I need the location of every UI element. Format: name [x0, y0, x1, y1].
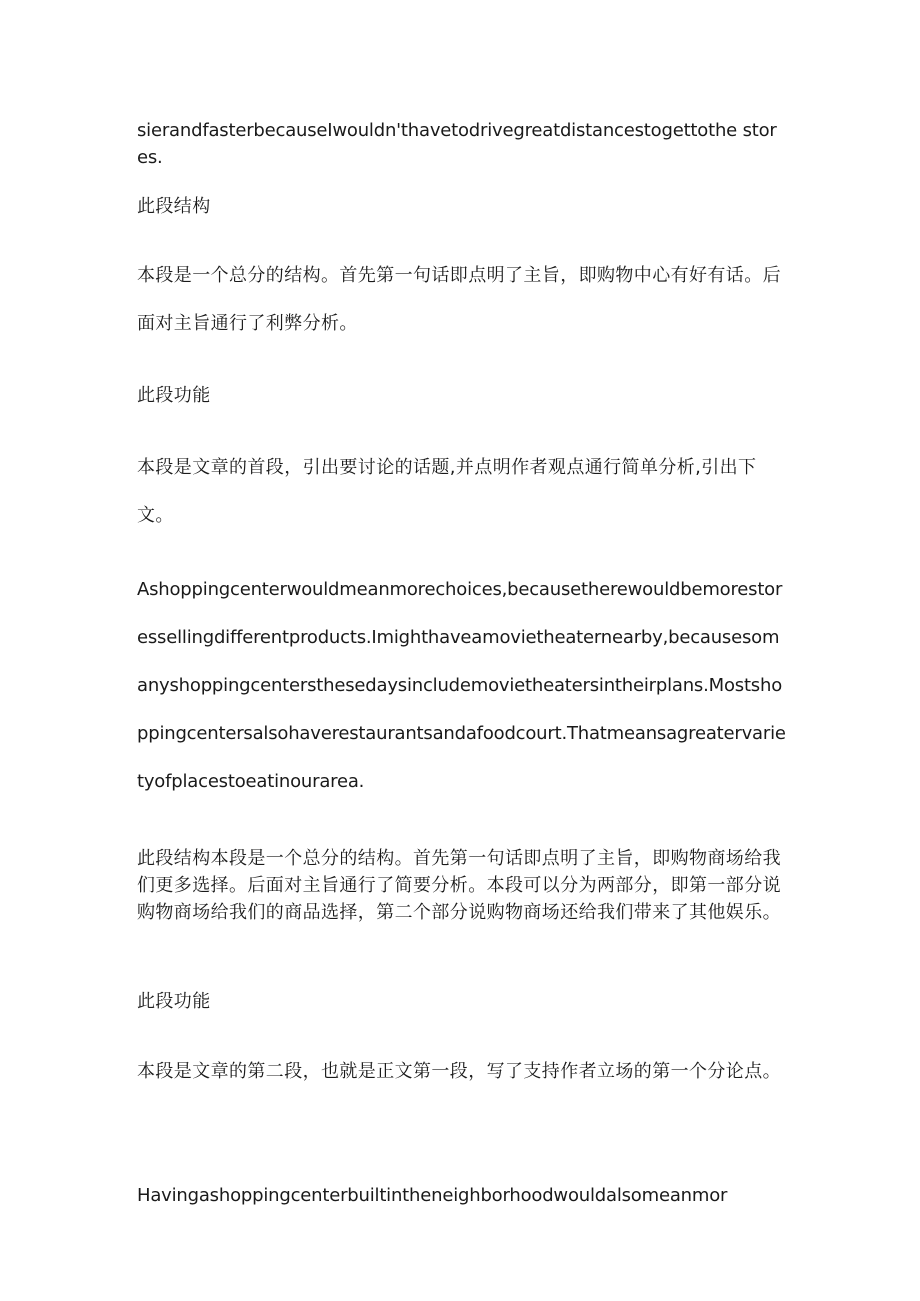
paragraph-structure-analysis-2: 此段结构本段是一个总分的结构。首先第一句话即点明了主旨，即购物商场给我们更多选择。后面对主旨通行了简要分析。本段可以分为两部分，即第一部分说购物商场给我们的商品选择，第二个部分说购物商场还给我们带来了其他娱乐。: [137, 848, 781, 923]
paragraph-english-start: Havingashoppingcenterbuiltintheneighborhoodwouldalsomeanmor: [137, 1185, 728, 1206]
paragraph-english-tail: sierandfasterbecauseIwouldn'thavetodrivegreatdistancestogettothe stores.: [137, 120, 777, 168]
paragraph-english-shopping-choices: Ashoppingcenterwouldmeanmorechoices,becausetherewouldbemorestoressellingdifferentproducts.Imighthaveamovietheaternearby,becausesomanyshoppingcentersthesedaysincludemovietheatersintheirplans.Mostshoppingcentersalsohaverestaurantsandafoodcourt.Thatmeansagreatervarietyofplacestoeatinourarea.: [137, 579, 786, 792]
heading-paragraph-structure-1: 此段结构: [137, 196, 211, 217]
heading-paragraph-function-1: 此段功能: [137, 385, 211, 406]
paragraph-function-analysis-1: 本段是文章的首段，引出要讨论的话题,并点明作者观点通行简单分析,引出下文。: [137, 457, 757, 526]
heading-paragraph-function-2: 此段功能: [137, 991, 211, 1012]
paragraph-structure-analysis-1: 本段是一个总分的结构。首先第一句话即点明了主旨，即购物中心有好有话。后面对主旨通行了利弊分析。: [137, 265, 781, 334]
paragraph-function-analysis-2: 本段是文章的第二段，也就是正文第一段，写了支持作者立场的第一个分论点。: [137, 1061, 781, 1082]
